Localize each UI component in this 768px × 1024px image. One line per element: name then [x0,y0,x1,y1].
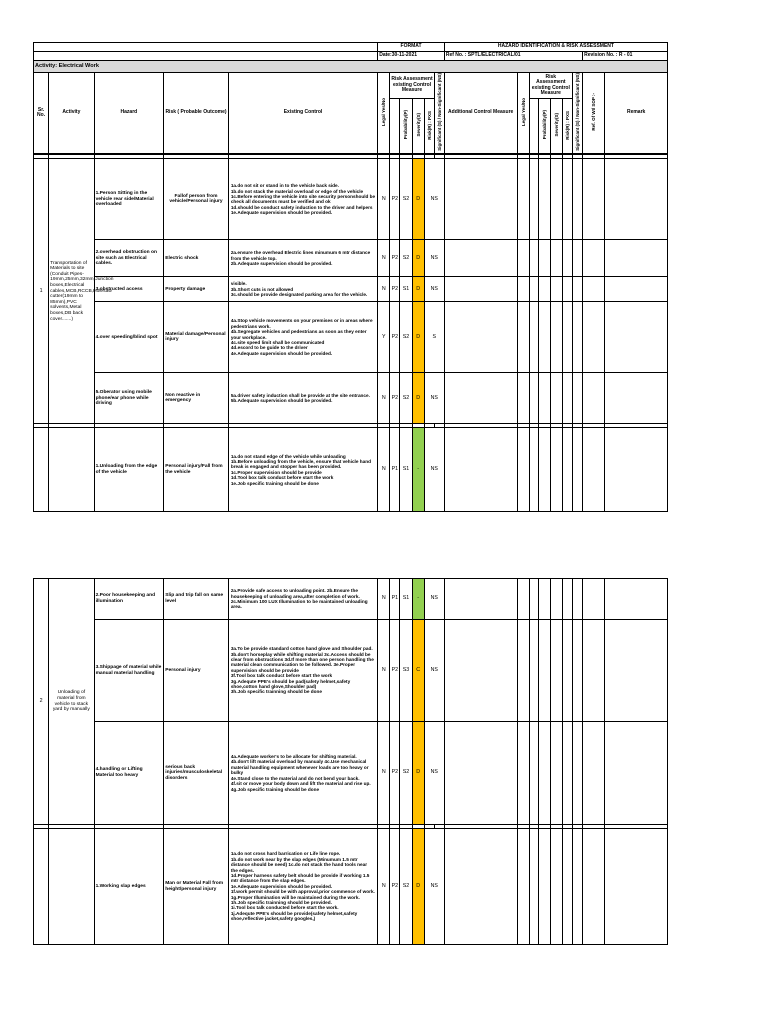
doc-date: Date:30-11-2021 [378,52,445,61]
row-probability: P2 [390,277,400,302]
col-hazard: Hazard [94,73,164,154]
row-significance: NS [424,159,444,240]
row-risk-level: D [412,240,424,277]
col-severity: Severity(S) [415,113,421,137]
row-activity: Transportation of Materials to site (Conduit Pipes-19mm,25mm,32mm)Junction boxes,Electrical cables,MCB,RCCB,Holesaw cutter(19mm to 85mm),PVC solvents,Metal boxes,DB back cover.......) [49,159,94,424]
risk-table-group-2 [33,578,668,945]
table-row [34,277,668,302]
row-sr-no: 1 [34,159,49,424]
row-control: 2a.ensure the overhead Electric lines minumum 6 mtr distance from the vehicle top. 2b.Adequate supervision should be provided. [228,240,377,277]
row-severity: S3 [400,620,412,722]
assessment-sheet-bottom [33,578,668,945]
doc-revision: Revision No. : R - 01 [583,52,668,61]
row-risk: Fallof person from vehicle/Personal injury [164,159,229,240]
row-severity: S1 [400,428,412,512]
row-severity: S2 [400,829,412,945]
row-risk-level: C [412,620,424,722]
row-risk-level: - [412,428,424,512]
col-risk-assessment-2: Risk Assessment existing Control Measure [529,73,572,99]
row-severity: S2 [400,373,412,424]
row-significance: NS [424,722,444,825]
row-control: 1a.do not stand edge of the vehicle while unloading 1b.Before unloading from the vehicle, ensure that vehicle hand break is engaged and stopper has been provided. 1c.Proper supervision should be provide 1d.Tool box talk conduct before start the work 1e.Job specific training should be done [228,428,377,512]
row-hazard: 1.Unloading from the edge of the vehicle [94,428,164,512]
row-severity: S1 [400,579,412,620]
row-legal: N [378,620,390,722]
table-row [34,428,668,512]
col-ref-wi-sop: Ref. Of WI/ SOP :- [591,93,597,131]
row-severity: S2 [400,159,412,240]
row-significance: NS [424,240,444,277]
col-severity-2: Severity(S) [553,113,559,137]
row-legal: N [378,373,390,424]
table-row [34,373,668,424]
row-legal: N [378,829,390,945]
activity-title: Activity: Electrical Work [34,61,668,73]
row-risk: Property damage [164,277,229,302]
table-row [34,620,668,722]
row-legal: N [378,277,390,302]
row-risk-level: D [412,159,424,240]
row-hazard: 3.Shippage of material while manual material handling [94,620,164,722]
table-row [34,302,668,373]
row-significance: NS [424,579,444,620]
row-risk-level: D [412,829,424,945]
col-risk-pxs-2: Risk(R) : PXS [564,110,570,140]
col-activity: Activity [49,73,94,154]
row-hazard: 1.Working slap edges [94,829,164,945]
row-severity: S1 [400,277,412,302]
col-risk-assessment: Risk Assessment existing Control Measure [390,73,434,99]
col-sr-no: Sr. No. [34,73,49,154]
header-table [33,42,668,154]
row-risk: serious back injuries/musculoskeletal disorders [164,722,229,825]
col-additional-control: Additional Control Measure [444,73,517,154]
col-probability: Probability(P) [403,110,409,140]
row-severity: S2 [400,240,412,277]
row-significance: NS [424,428,444,512]
row-risk: Material damage/Personal injury [164,302,229,373]
row-probability: P1 [390,428,400,512]
row-probability: P2 [390,620,400,722]
row-control: visible. 3b.Short cuts is not allowed 3c.should be provide designated parking area for the vehicle. [228,277,377,302]
row-risk-level: D [412,722,424,825]
row-sr-no: 2 [34,579,49,825]
row-activity [49,829,94,945]
row-control: 1a.do not sit or stand in to the vehicle back side. 1b.do not stack the material overload or edge of the vehicle 1c.Before entering the vehicle into site security personshould be check all documents must be verified and ok 1d.should be conduct safety induction to the driver and helpers 1e.Adequate supervision should be provided. [228,159,377,240]
row-activity [49,428,94,512]
row-control: 5a.driver safety induction shall be provide at the site entrance. 5b.Adequate supervision should be provided. [228,373,377,424]
risk-table-group-1 [33,154,668,512]
row-activity: Unloading of material from vehicle to stack yard by manually [49,579,94,825]
row-legal: N [378,579,390,620]
row-hazard: 4.handling or Lifting Material too heavy [94,722,164,825]
row-probability: P2 [390,829,400,945]
row-control: 4a.Stop vehicle movements on your premises or in areas where pedestrians work. 4b.Segregate vehicles and pedestrians as soon as they enter your workplace. 4c.site speed limit shall be communicated 4d.escord to be guide to the driver 4e.Adequate supervision should be provided. [228,302,377,373]
row-control: 3a.To be provide standard cotton hand glove and Shoulder pad. 3b.don't horseplay while shifting material 3c.Access should be clear from obstructions 3d.If more than one person handling the material clean communication to be followed. 3e.Proper supervision should be provide 3f.Tool box talk conduct before start the work 3g.Adequte PPE's should be pad(safety helmet,safety shoe,cotton hand glove,Shoulder pad) 3h.Job specific trainning should be done [228,620,377,722]
row-risk-level: D [412,302,424,373]
row-hazard: 2.Poor housekeeping and illumination [94,579,164,620]
row-sr-no [34,829,49,945]
row-hazard: 1.Person Sitting in the vehicle rear side/Material overloaded [94,159,164,240]
row-legal: N [378,240,390,277]
row-probability: P1 [390,579,400,620]
col-significant: Significant (S) / Non-Significant (NS) [436,73,442,151]
table-row [34,159,668,240]
row-significance: NS [424,829,444,945]
row-severity: S2 [400,722,412,825]
row-legal: N [378,159,390,240]
row-risk-level: - [412,579,424,620]
row-sr-no [34,428,49,512]
row-risk: Personal injury [164,620,229,722]
row-probability: P2 [390,302,400,373]
row-probability: P2 [390,159,400,240]
col-legal: Legal Yes/No [381,97,387,126]
row-legal: Y [378,302,390,373]
col-remark: Remark [605,73,668,154]
row-legal: N [378,428,390,512]
col-significant-2: Significant (S) / Non-Significant (NS) [575,73,581,151]
row-probability: P2 [390,373,400,424]
table-row [34,579,668,620]
col-probability-2: Probability(P) [541,110,547,140]
row-significance: NS [424,373,444,424]
row-risk: Personal injury/Fall from the vehicle [164,428,229,512]
row-control: 4a.Adequate worker's to be allocate for shifting material. 4b.don't lift material overload by manualy 4c.Use mechanical material handling equipment whenever loads are too heavy or bulky 4e.Stand close to the material and do not bend your back. 4f.sit or move your body down and lift the material and rise up. 4g.Job specific training should be done [228,722,377,825]
row-hazard: 4.over speeding/blind spot [94,302,164,373]
row-probability: P2 [390,722,400,825]
table-row [34,722,668,825]
assessment-sheet-top [33,42,668,512]
row-risk: Man or Material Fall from height/personal injury [164,829,229,945]
table-row [34,240,668,277]
row-hazard: 5.Oberator using mobile phone/ear phone while driving [94,373,164,424]
doc-title: HAZARD IDENTIFICATION & RISK ASSESSMENT [444,43,667,52]
table-row [34,829,668,945]
row-control: 2a.Provide safe access to unloading point. 2b.Ensure the housekeeping of unloading area,after completion of work. 2c.Minimum 100 LUX Illumination to be maintained unloading area. [228,579,377,620]
row-significance: S [424,302,444,373]
row-risk-level: D [412,277,424,302]
row-legal: N [378,722,390,825]
col-existing-control: Existing Control [228,73,377,154]
row-significance: NS [424,277,444,302]
col-legal-2: Legal Yes/No [520,97,526,126]
row-hazard: 3.obstructed access [94,277,164,302]
row-significance: NS [424,620,444,722]
col-risk: Risk ( Probable Outcome) [164,73,229,154]
row-risk: Slip and trip fall on same level [164,579,229,620]
row-risk: Electric shock [164,240,229,277]
row-severity: S2 [400,302,412,373]
format-label: FORMAT [378,43,445,52]
doc-ref: Ref No. : SPTL/ELECTRICAL/01 [444,52,582,61]
row-risk: Non reactive in emergency [164,373,229,424]
col-risk-pxs: Risk(R) : PXS [426,110,432,140]
row-hazard: 2.overhead obstruction on site such as Electrical cables. [94,240,164,277]
row-risk-level: D [412,373,424,424]
row-control: 1a.do not cross hard barrication or Life line rope. 1b.do not work near by the slap edges (Minumum 1.5 mtr distance should be need) 1c.do not stack the hand tools near the edges. 1d.Proper harness safety belt should be provide if working 1.5 mtr distance from the slap edges. 1e.Adequate supervision should be provided. 1f.work permit should be with approval,prior commence of work. 1g.Proper Illumination will be maintained during the work. 1h.Job specific trainning should be provided. 1i.Tool box talk conducted before start the work. 1j.Adequte PPE's should be provide(safety helmet,safety shoe,reflective jacket,safety googles,) [228,829,377,945]
row-probability: P2 [390,240,400,277]
